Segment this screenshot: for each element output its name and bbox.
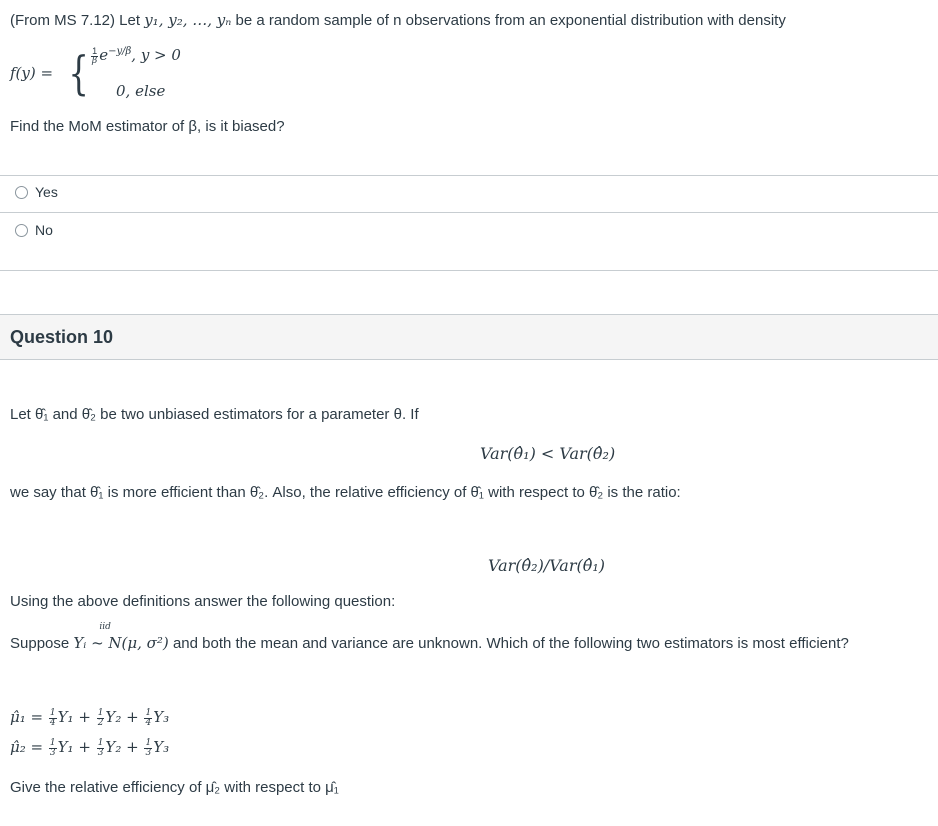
suppose-statement: Suppose iid Yᵢ ~ N(μ, σ²) and both the mean and variance are unknown. Which of the following two estimators is most efficient? — [10, 622, 849, 652]
density-case-2: 0, else — [116, 82, 166, 100]
relative-efficiency-prompt: Give the relative efficiency of μ̂₂ with respect to μ̂₁ — [10, 779, 339, 796]
var-inequality: Var(θ̂₁) < Var(θ̂₂) — [480, 444, 616, 463]
sample-vars: y₁, y₂, …, yₙ — [144, 11, 232, 29]
option-no-label[interactable]: No — [35, 222, 53, 238]
estimator-1: μ̂₁ = $\frac{1}{4}$ Y₁ + $\frac{1}{2}$ Y₂ + $\frac{1}{4}$ Y₃ — [10, 707, 170, 728]
density-brace: { — [68, 46, 89, 100]
q9-intro: (From MS 7.12) Let y₁, y₂, …, yₙ be a random sample of n observations from an exponential distribution with density — [10, 11, 786, 29]
option-yes-label[interactable]: Yes — [35, 184, 58, 200]
divider — [0, 270, 938, 271]
question-title: Question 10 — [10, 327, 114, 347]
q9-question: Find the MoM estimator of β, is it biased? — [10, 118, 285, 135]
question-header — [0, 314, 938, 360]
estimator-2: μ̂₂ = $\frac{1}{3}$ Y₁ + $\frac{1}{3}$ Y₂ + $\frac{1}{3}$ Y₃ — [10, 737, 170, 758]
divider — [0, 175, 938, 176]
density-lhs: f(y) = — [10, 64, 54, 82]
q10-intro: Let θ̂₁ and θ̂₂ be two unbiased estimators for a parameter θ. If — [10, 406, 419, 423]
efficiency-definition: we say that θ̂₁ is more efficient than θ̂₂. Also, the relative efficiency of θ̂₁ with respect to θ̂₂ is the ratio: — [10, 484, 681, 501]
divider — [0, 212, 938, 213]
option-no-radio[interactable] — [15, 224, 28, 237]
density-case-1: $\frac{1}{\beta}$ $e^{-y/\beta}$, y > 0 — [92, 45, 181, 66]
efficiency-ratio: Var(θ̂₂)/Var(θ̂₁) — [488, 556, 605, 575]
option-yes-radio[interactable] — [15, 186, 28, 199]
using-definitions: Using the above definitions answer the following question: — [10, 593, 396, 610]
